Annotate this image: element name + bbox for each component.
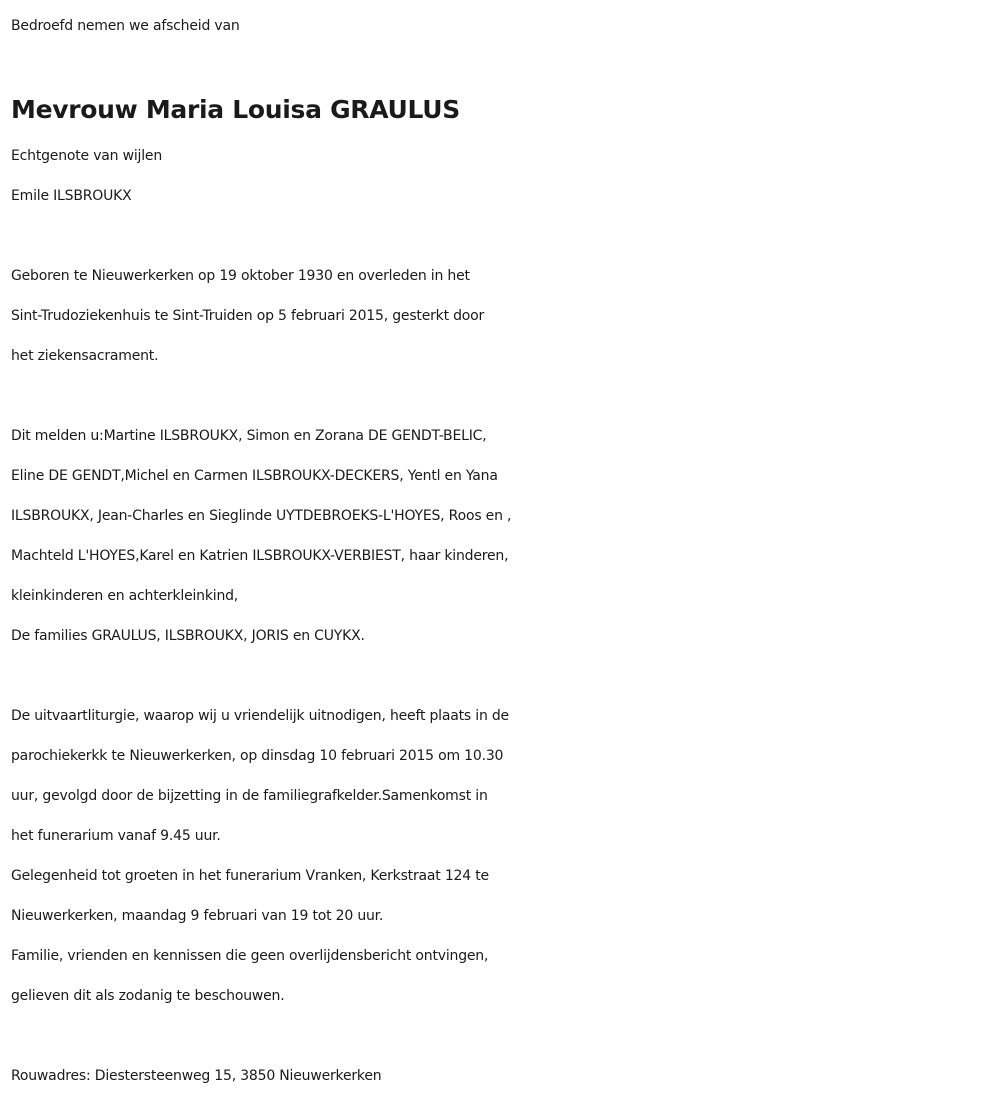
paragraph-line: Eline DE GENDT,Michel en Carmen ILSBROUKX-DECKERS, Yentl en Yana	[11, 468, 498, 484]
paragraph-line: kleinkinderen en achterkleinkind,	[11, 588, 239, 604]
paragraph-line: het ziekensacrament.	[11, 348, 159, 364]
funeral-paragraph	[11, 696, 991, 1016]
spacer	[11, 1016, 991, 1056]
spacer	[11, 376, 991, 416]
paragraph-line: Familie, vrienden en kennissen die geen overlijdensbericht ontvingen,	[11, 948, 489, 964]
paragraph-line: Machteld L'HOYES,Karel en Katrien ILSBROUKX-VERBIEST, haar kinderen,	[11, 548, 509, 564]
obituary-notice	[11, 6, 991, 1096]
relation-line: Echtgenote van wijlen	[11, 148, 162, 164]
paragraph-line: Sint-Trudoziekenhuis te Sint-Truiden op 5 februari 2015, gesterkt door	[11, 308, 485, 324]
spacer	[11, 656, 991, 696]
paragraph-line: Dit melden u:Martine ILSBROUKX, Simon en Zorana DE GENDT-BELIC,	[11, 428, 487, 444]
paragraph-line: De families GRAULUS, ILSBROUKX, JORIS en CUYKX.	[11, 628, 365, 644]
mourning-address: Rouwadres: Diestersteenweg 15, 3850 Nieuwerkerken	[11, 1068, 382, 1084]
paragraph-line: het funerarium vanaf 9.45 uur.	[11, 828, 221, 844]
spacer	[11, 216, 991, 256]
birth-death-paragraph	[11, 256, 991, 376]
paragraph-line: Geboren te Nieuwerkerken op 19 oktober 1930 en overleden in het	[11, 268, 470, 284]
intro-text: Bedroefd nemen we afscheid van	[11, 18, 240, 34]
family-paragraph	[11, 416, 991, 656]
paragraph-line: ILSBROUKX, Jean-Charles en Sieglinde UYTDEBROEKS-L'HOYES, Roos en ,	[11, 508, 512, 524]
paragraph-line: De uitvaartliturgie, waarop wij u vriendelijk uitnodigen, heeft plaats in de	[11, 708, 509, 724]
paragraph-line: gelieven dit als zodanig te beschouwen.	[11, 988, 285, 1004]
paragraph-line: Gelegenheid tot groeten in het funerarium Vranken, Kerkstraat 124 te	[11, 868, 489, 884]
spouse-name: Emile ILSBROUKX	[11, 188, 132, 204]
deceased-name: Mevrouw Maria Louisa GRAULUS	[11, 95, 460, 124]
paragraph-line: Nieuwerkerken, maandag 9 februari van 19 tot 20 uur.	[11, 908, 384, 924]
paragraph-line: uur, gevolgd door de bijzetting in de familiegrafkelder.Samenkomst in	[11, 788, 488, 804]
paragraph-line: parochiekerkk te Nieuwerkerken, op dinsdag 10 februari 2015 om 10.30	[11, 748, 504, 764]
